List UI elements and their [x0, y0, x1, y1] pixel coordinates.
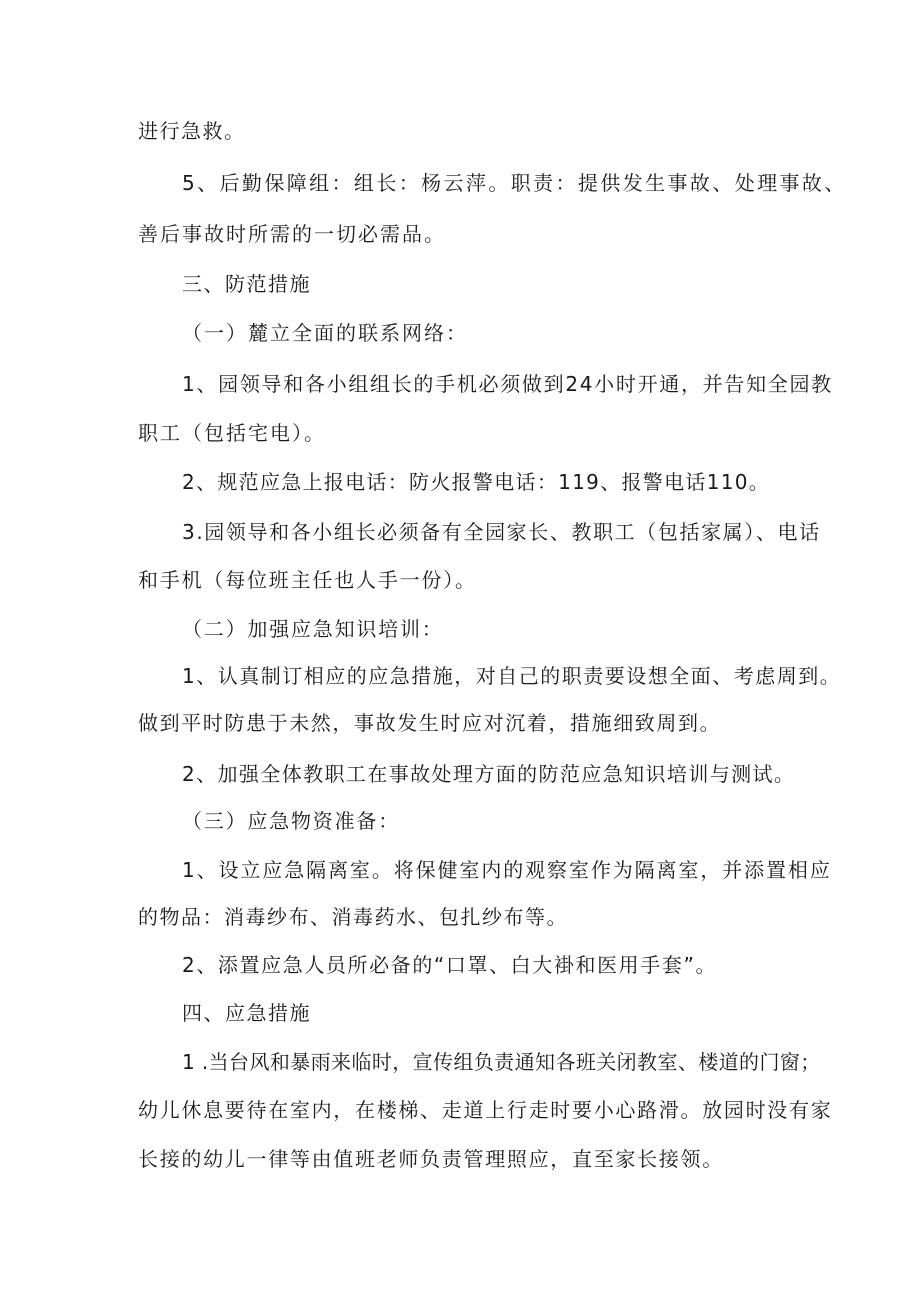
text-line: 1、认真制订相应的应急措施，对自己的职责要设想全面、考虑周到。 — [182, 664, 842, 688]
text-line: 长接的幼儿一律等由值班老师负责管理照应，直至家长接领。 — [138, 1147, 724, 1171]
text-line: 和手机（每位班主任也人手一份）。 — [138, 568, 477, 592]
section-heading: 四、应急措施 — [182, 1001, 311, 1025]
text-line: 职工（包括宅电）。 — [138, 421, 326, 445]
text-line: 2、加强全体教职工在事故处理方面的防范应急知识培训与测试。 — [182, 762, 796, 786]
text-line: 善后事故时所需的一切必需品。 — [138, 222, 446, 246]
text-line: 进行急救。 — [138, 119, 246, 143]
text-line: 3.园领导和各小组长必须备有全园家长、教职工（包括家属）、电话 — [182, 520, 821, 544]
section-heading: 三、防范措施 — [182, 272, 311, 296]
subsection-heading: （三）应急物资准备： — [182, 809, 400, 833]
text-line: 1、园领导和各小组组长的手机必须做到24小时开通，并告知全园教 — [182, 372, 833, 396]
text-line: 1、设立应急隔离室。将保健室内的观察室作为隔离室，并添置相应 — [182, 858, 832, 882]
text-line: 的物品：消毒纱布、消毒药水、包扎纱布等。 — [138, 905, 568, 929]
text-line: 1 .当台风和暴雨来临时，宣传组负责通知各班关闭教室、楼道的门窗； — [182, 1050, 821, 1074]
text-line: 2、添置应急人员所必备的“口罩、白大褂和医用手套”。 — [182, 953, 718, 977]
text-line: 5、后勤保障组：组长：杨云萍。职责：提供发生事故、处理事故、 — [182, 171, 847, 195]
text-line: 幼儿休息要待在室内，在楼梯、走道上行走时要小心路滑。放园时没有家 — [138, 1098, 833, 1122]
subsection-heading: （二）加强应急知识培训： — [182, 617, 444, 641]
subsection-heading: （一）麓立全面的联系网络： — [182, 321, 468, 345]
text-line: 做到平时防患于未然，事故发生时应对沉着，措施细致周到。 — [138, 711, 722, 735]
text-line: 2、规范应急上报电话：防火报警电话：119、报警电话110。 — [182, 470, 771, 494]
